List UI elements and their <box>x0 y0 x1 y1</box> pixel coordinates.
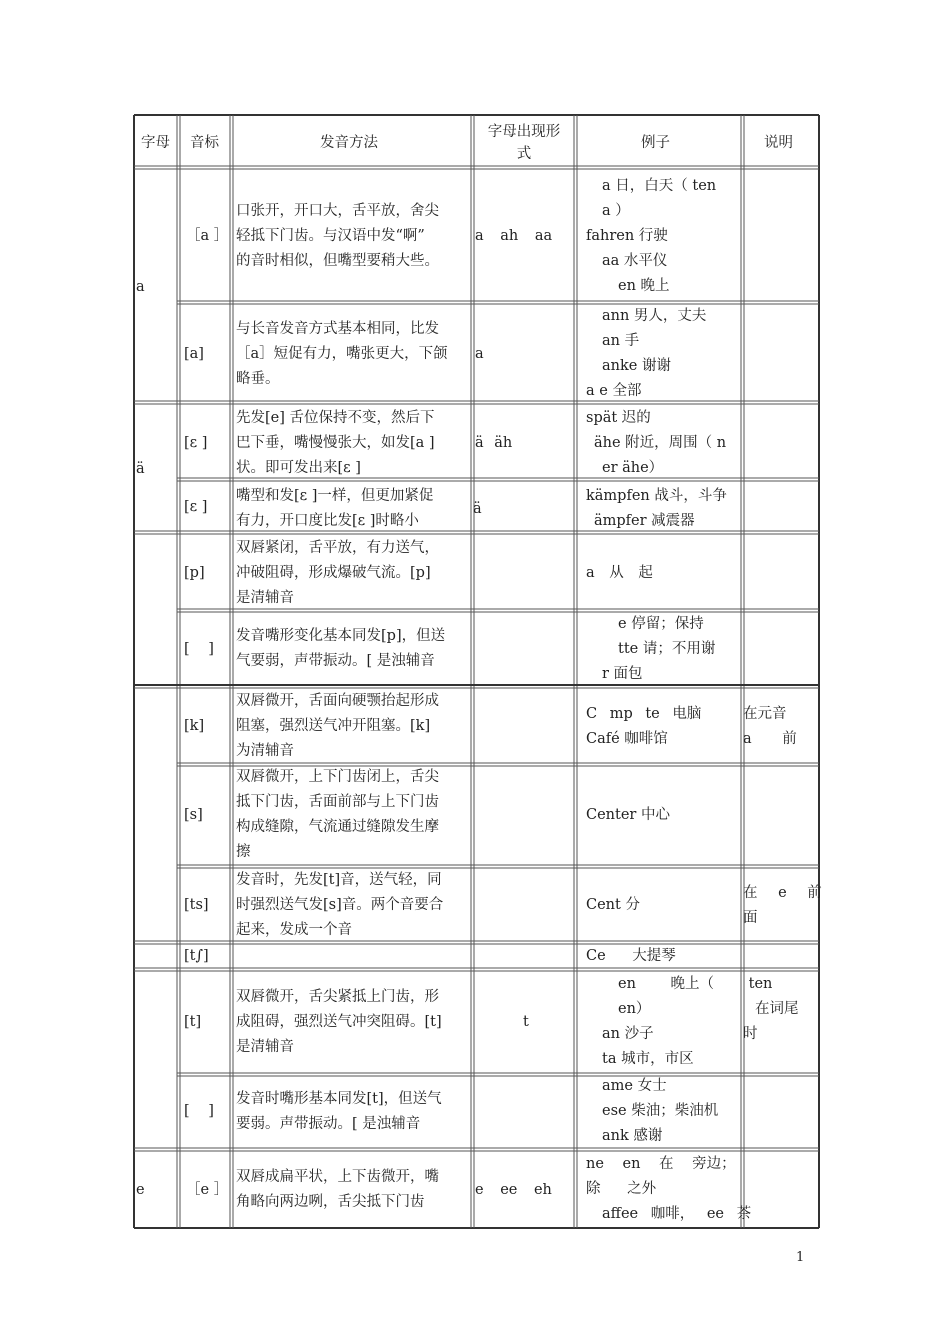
method-a-short <box>236 317 448 392</box>
ipa-a-long: ［a ］ <box>186 228 229 244</box>
method-line: 阻塞，强烈送气冲开阻塞。[k] <box>236 718 431 734</box>
method-e-long <box>236 1165 439 1215</box>
method-k <box>236 689 439 764</box>
method-line: 有力，开口度比发[ε ]时略小 <box>236 513 419 529</box>
method-line: ［a］短促有力，嘴张更大，下颌 <box>236 346 448 362</box>
method-line: 是清辅音 <box>236 1039 294 1055</box>
note-line: 在词尾 <box>755 1001 799 1017</box>
example-line: ämpfer 减震器 <box>594 513 695 529</box>
method-d <box>236 1087 442 1137</box>
examples-a-umlaut-long <box>586 406 726 481</box>
header-letter: 字母 <box>141 135 170 151</box>
examples-b <box>586 612 715 687</box>
ipa-d: [ ] <box>184 1103 214 1119</box>
method-line: 起来，发成一个音 <box>236 922 352 938</box>
method-line: 构成缝隙，气流通过缝隙发生摩 <box>236 819 439 835</box>
examples-tsh: Ce 大提琴 <box>586 948 676 964</box>
ipa-s: [s] <box>184 807 203 823</box>
example-line: Café 咖啡馆 <box>586 731 668 747</box>
examples-k <box>586 702 701 752</box>
method-line: 时强烈送气发[s]音。两个音要合 <box>236 897 444 913</box>
method-t <box>236 985 442 1060</box>
example-line: ese 柴油；柴油机 <box>602 1103 719 1119</box>
example-line: an 沙子 <box>602 1026 654 1042</box>
examples-p: a 从 起 <box>586 565 653 581</box>
example-line: affee 咖啡， ee 茶 <box>602 1206 752 1222</box>
example-line: ame 女士 <box>602 1078 667 1094</box>
note-line: a 前 <box>743 731 797 747</box>
method-line: 气要弱，声带振动。[ 是浊辅音 <box>236 653 435 669</box>
note-line: 在 e 前 <box>743 885 822 901</box>
method-line: 双唇成扁平状，上下齿微开，嘴 <box>236 1169 439 1185</box>
ipa-p: [p] <box>184 565 205 581</box>
method-line: 与长音发音方式基本相同，比发 <box>236 321 439 337</box>
method-line: 口张开，开口大，舌平放，舍尖 <box>236 203 439 219</box>
header-notes: 说明 <box>764 135 793 151</box>
example-line: en） <box>618 1001 651 1017</box>
letter-e: e <box>136 1182 145 1198</box>
example-line: an 手 <box>602 333 640 349</box>
example-line: kämpfen 战斗，斗争 <box>586 488 727 504</box>
method-s <box>236 765 439 865</box>
examples-a-umlaut-short <box>586 484 727 534</box>
note-line: 时 <box>743 1026 758 1042</box>
examples-a-long <box>586 174 716 299</box>
ipa-a-umlaut-short: [ε ] <box>184 499 208 515</box>
method-line: 成阻碍，强烈送气冲突阻碍。[t] <box>236 1014 442 1030</box>
method-line: 双唇微开，舌尖紧抵上门齿，形 <box>236 989 439 1005</box>
examples-d <box>586 1074 718 1149</box>
header-examples: 例子 <box>641 135 670 151</box>
example-line: a ） <box>602 203 630 219</box>
forms-a-umlaut-long: ä äh <box>475 435 513 451</box>
method-ts <box>236 868 443 943</box>
header-ipa: 音标 <box>190 135 219 151</box>
method-line: 双唇微开，舌面向硬颚抬起形成 <box>236 693 439 709</box>
example-line: 除 之外 <box>586 1181 657 1197</box>
example-line: fahren 行驶 <box>586 228 668 244</box>
example-line: en 晚上 <box>618 278 670 294</box>
examples-s: Center 中心 <box>586 807 670 823</box>
method-p <box>236 536 439 611</box>
example-line: er ähe） <box>602 460 664 476</box>
method-line: 的音时相似，但嘴型要稍大些。 <box>236 253 439 269</box>
header-forms-line2: 式 <box>516 146 532 162</box>
forms-a-long: a ah aa <box>475 228 553 244</box>
example-line: ta 城市，市区 <box>602 1051 694 1067</box>
method-line: 嘴型和发[ε ]一样，但更加紧促 <box>236 488 434 504</box>
letter-a-umlaut: ä <box>136 461 145 477</box>
example-line: ann 男人，丈夫 <box>602 308 707 324</box>
method-a-umlaut-short <box>236 484 433 534</box>
method-a-umlaut-long <box>236 406 435 481</box>
example-line: a 日，白天（ ten <box>602 178 717 194</box>
header-method: 发音方法 <box>320 135 378 151</box>
forms-e-long: e ee eh <box>475 1182 552 1198</box>
ipa-k: [k] <box>184 718 205 734</box>
method-line: 抵下门齿，舌面前部与上下门齿 <box>236 794 439 810</box>
method-line: 巴下垂，嘴慢慢张大，如发[a ] <box>236 435 435 451</box>
method-line: 发音时，先发[t]音，送气轻，同 <box>236 872 442 888</box>
method-line: 发音嘴形变化基本同发[p]，但送 <box>236 628 446 644</box>
example-line: C mp te 电脑 <box>586 706 702 722</box>
example-line: aa 水平仪 <box>602 253 668 269</box>
example-line: ne en 在 旁边； <box>586 1156 736 1172</box>
method-line: 轻抵下门齿。与汉语中发“啊” <box>236 228 425 244</box>
example-line: anke 谢谢 <box>602 358 671 374</box>
method-line: 双唇微开，上下门齿闭上，舌尖 <box>236 769 439 785</box>
method-line: 角略向两边咧，舌尖抵下门齿 <box>236 1194 425 1210</box>
method-b <box>236 624 445 674</box>
method-line: 冲破阻碍，形成爆破气流。[p] <box>236 565 431 581</box>
example-line: ähe 附近，周围（ n <box>594 435 727 451</box>
method-line: 双唇紧闭，舌平放，有力送气， <box>236 540 439 556</box>
letter-a: a <box>136 279 145 295</box>
method-line: 发音时嘴形基本同发[t]，但送气 <box>236 1091 442 1107</box>
example-line: tte 请；不用谢 <box>618 641 716 657</box>
forms-a-umlaut-short: ä <box>473 501 482 517</box>
page-number: 1 <box>796 1250 805 1265</box>
examples-ts: Cent 分 <box>586 897 640 913</box>
method-line: 状。即可发出来[ε ] <box>236 460 361 476</box>
note-t <box>743 997 799 1047</box>
forms-a-short: a <box>475 346 484 362</box>
header-forms-line1: 字母出现形 <box>487 124 561 140</box>
example-line: a e 全部 <box>586 383 642 399</box>
ipa-t: [t] <box>184 1014 202 1030</box>
ipa-tsh: [t∫] <box>184 948 209 964</box>
examples-e-long <box>586 1152 751 1227</box>
method-line: 略垂。 <box>236 371 280 387</box>
note-ts <box>743 881 822 931</box>
method-line: 擦 <box>236 844 251 860</box>
method-line: 先发[e] 舌位保持不变，然后下 <box>236 410 435 426</box>
ipa-b: [ ] <box>184 641 214 657</box>
method-line: 为清辅音 <box>236 743 294 759</box>
method-line: 要弱。声带振动。[ 是浊辅音 <box>236 1116 421 1132</box>
method-line: 是清辅音 <box>236 590 294 606</box>
example-line: e 停留；保持 <box>618 616 704 632</box>
note-k <box>743 702 797 752</box>
note-line: 面 <box>743 910 758 926</box>
ipa-ts: [ts] <box>184 897 209 913</box>
forms-t: t <box>523 1014 529 1030</box>
note-line: 在元音 <box>743 706 787 722</box>
method-a-long <box>236 199 439 274</box>
ipa-e-long: ［e ］ <box>186 1182 229 1198</box>
header-forms <box>480 121 568 165</box>
ipa-a-short: [a] <box>184 346 204 362</box>
example-line: spät 迟的 <box>586 410 651 426</box>
examples-a-short <box>586 304 706 404</box>
example-line: en 晚上（ ten <box>618 976 773 992</box>
ipa-a-umlaut-long: [ε ] <box>184 435 208 451</box>
example-line: r 面包 <box>602 666 643 682</box>
example-line: ank 感谢 <box>602 1128 663 1144</box>
